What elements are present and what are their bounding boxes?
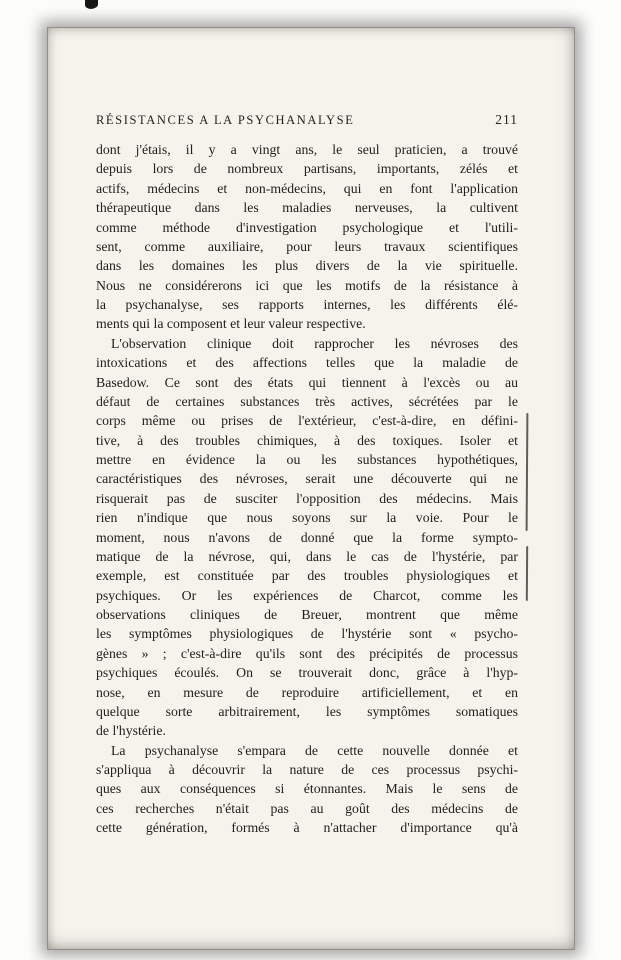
text-line: L'observation clinique doit rapprocher les névroses des <box>111 335 518 351</box>
text-line: quelque sorte arbitrairement, les symptômes somatiques <box>96 703 518 719</box>
text-line: La psychanalyse s'empara de cette nouvelle donnée et <box>111 742 518 758</box>
margin-pencil-mark <box>526 413 529 531</box>
text-line: intoxications et des affections telles que la maladie de <box>96 355 518 371</box>
text-line: défaut de certaines substances très actives, sécrétées par le <box>96 393 518 409</box>
running-title: RÉSISTANCES A LA PSYCHANALYSE <box>96 113 355 127</box>
text-line: observations cliniques de Breuer, montrent que même <box>96 607 518 622</box>
text-line: s'appliqua à découvrir la nature de ces processus psychi- <box>96 762 518 777</box>
text-line: gènes » ; c'est-à-dire qu'ils sont des précipités de processus <box>96 645 518 661</box>
text-line: psychiques. Or les expériences de Charcot, comme les <box>96 587 518 603</box>
text-line: de l'hystérie. <box>96 723 166 739</box>
text-line: corps même ou prises de l'extérieur, c'est-à-dire, en défini- <box>96 413 518 429</box>
text-line: psychiques écoulés. On se trouverait donc, grâce à l'hyp- <box>96 665 518 681</box>
text-line: les symptômes physiologiques de l'hystérie sont « psycho- <box>96 626 518 642</box>
text-line: exemple, est constituée par des troubles physiologiques et <box>96 568 518 584</box>
text-line: nose, en mesure de reproduire artificiellement, et en <box>96 684 518 700</box>
text-line: thérapeutique dans les maladies nerveuses, la cultivent <box>96 200 518 216</box>
text-line: actifs, médecins et non-médecins, qui en font l'application <box>96 180 518 196</box>
text-line: ces recherches n'était pas au goût des médecins de <box>96 800 518 816</box>
text-line: Nous ne considérerons ici que les motifs de la résistance à <box>96 277 518 293</box>
text-line: ques aux conséquences si étonnantes. Mais le sens de <box>96 781 518 797</box>
running-header <box>96 112 518 128</box>
ink-speck <box>85 0 98 9</box>
text-line: la psychanalyse, ses rapports internes, les différents élé- <box>96 297 518 312</box>
text-line: matique de la névrose, qui, dans le cas de l'hystérie, par <box>96 548 518 564</box>
text-line: moment, nous n'avons de donné que la forme sympto- <box>96 529 518 545</box>
text-line: caractéristiques des névroses, serait une découverte qui ne <box>96 471 518 487</box>
text-line: rien n'indique que nous soyons sur la voie. Pour le <box>96 510 518 526</box>
text-line: dans les domaines les plus divers de la vie spirituelle. <box>96 258 518 274</box>
text-line: risquerait pas de susciter l'opposition des médecins. Mais <box>96 490 518 506</box>
text-line: ments qui la composent et leur valeur respective. <box>96 316 366 332</box>
text-line: depuis lors de nombreux partisans, importants, zélés et <box>96 161 518 177</box>
text-line: mettre en évidence la ou les substances hypothétiques, <box>96 452 518 467</box>
text-line: Basedow. Ce sont des états qui tiennent à l'excès ou au <box>96 374 518 390</box>
text-line: comme méthode d'investigation psychologique et l'utili- <box>96 219 518 235</box>
text-line: sent, comme auxiliaire, pour leurs travaux scientifiques <box>96 238 518 254</box>
text-line: dont j'étais, il y a vingt ans, le seul praticien, a trouvé <box>96 142 518 157</box>
page-text-block <box>96 140 518 838</box>
page-number: 211 <box>495 112 518 127</box>
margin-pencil-mark <box>526 546 528 601</box>
text-line: tive, à des troubles chimiques, à des toxiques. Isoler et <box>96 432 518 448</box>
text-line: cette génération, formés à n'attacher d'importance qu'à <box>96 820 518 836</box>
book-page <box>47 27 575 950</box>
